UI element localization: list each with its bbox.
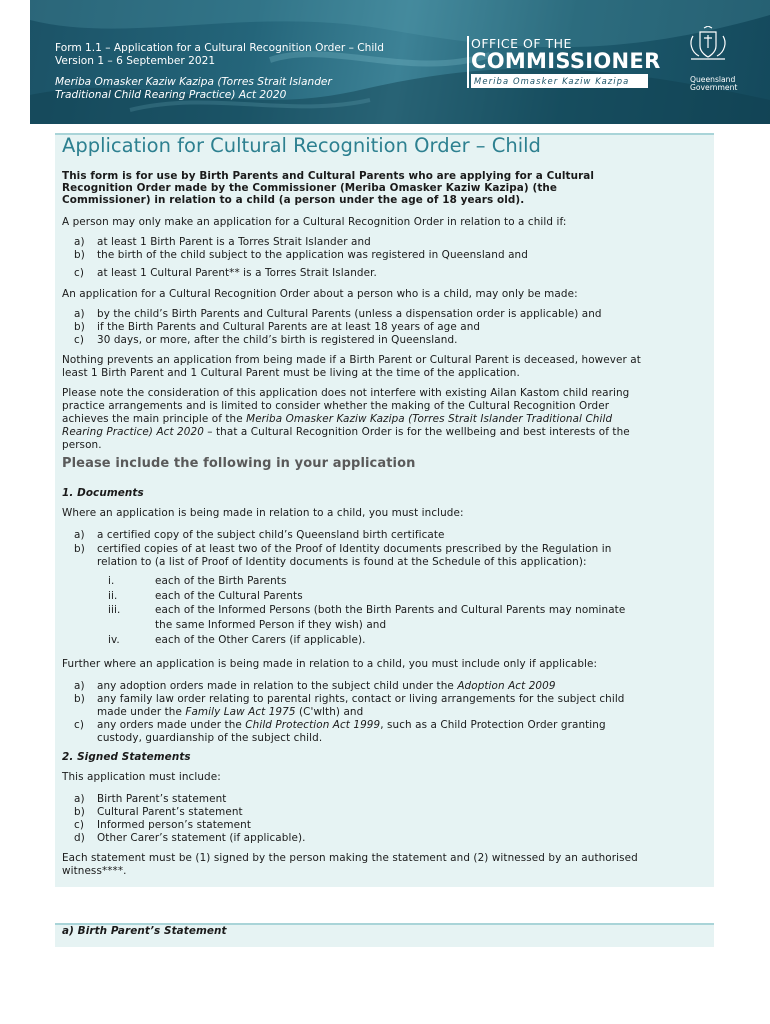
consideration-line-4	[62, 426, 630, 439]
statements-note-line-1: Each statement must be (1) signed by the person making the statement and (2) witnessed by an authorised	[62, 852, 638, 864]
eligibility-lead: A person may only make an application for a Cultural Recognition Order in relation to a child if:	[62, 216, 567, 228]
eligibility-marker-c: c)	[74, 267, 84, 279]
further-item-b-line-2	[97, 706, 363, 719]
further-marker-a: a)	[74, 680, 85, 692]
timing-item-b: if the Birth Parents and Cultural Parents are at least 18 years of age and	[97, 321, 481, 333]
statements-heading: 2. Signed Statements	[62, 751, 191, 763]
statements-marker-a: a)	[74, 793, 85, 805]
documents-marker-a: a)	[74, 529, 85, 541]
eligibility-item-b: the birth of the child subject to the application was registered in Queensland and	[97, 249, 528, 261]
logo-office-text: OFFICE OF THE	[471, 36, 572, 51]
statements-marker-d: d)	[74, 832, 85, 844]
act-name-line-1: Meriba Omasker Kaziw Kazipa (Torres Strait Islander	[55, 76, 332, 88]
queensland-crest-icon	[685, 26, 731, 62]
logo-divider	[467, 36, 469, 88]
further-lead: Further where an application is being made in relation to a child, you must include only if applicable:	[62, 658, 598, 670]
further-item-a-text: any adoption orders made in relation to the subject child under the	[97, 680, 458, 692]
deceased-note-line-2: least 1 Birth Parent and 1 Cultural Parent must be living at the time of the application.	[62, 367, 520, 379]
documents-item-b-line-2: relation to (a list of Proof of Identity documents is found at the Schedule of this application):	[97, 556, 587, 568]
statements-lead: This application must include:	[62, 771, 221, 783]
roman-marker-i: i.	[108, 575, 115, 587]
queensland-government-logo	[690, 76, 737, 93]
roman-item-iii-cont: the same Informed Person if they wish) and	[155, 619, 387, 631]
statements-item-c: Informed person’s statement	[97, 819, 251, 831]
roman-item-iv: each of the Other Carers (if applicable).	[155, 634, 366, 646]
further-item-b-line-1: any family law order relating to parental rights, contact or living arrangements for the subject child	[97, 693, 625, 705]
consideration-line-1: Please note the consideration of this application does not interfere with existing Ailan Kastom child rearing	[62, 387, 630, 399]
documents-item-a: a certified copy of the subject child’s Queensland birth certificate	[97, 529, 445, 541]
act-title-part-1: Meriba Omasker Kaziw Kazipa (Torres Strait Islander Traditional Child	[246, 413, 613, 425]
eligibility-marker-a: a)	[74, 236, 85, 248]
timing-marker-c: c)	[74, 334, 84, 346]
further-item-c-text-1: any orders made under the	[97, 719, 246, 731]
act-title-part-2: Rearing Practice) Act 2020	[62, 426, 204, 438]
documents-lead: Where an application is being made in relation to a child, you must include:	[62, 507, 464, 519]
include-heading: Please include the following in your application	[62, 456, 416, 471]
deceased-note-line-1: Nothing prevents an application from being made if a Birth Parent or Cultural Parent is deceased, however at	[62, 354, 641, 366]
further-item-b-text-1: made under the	[97, 706, 186, 718]
intro-line-1: This form is for use by Birth Parents and Cultural Parents who are applying for a Cultural	[62, 170, 595, 182]
statements-item-a: Birth Parent’s statement	[97, 793, 227, 805]
gov-line-1: Queensland	[690, 75, 736, 84]
logo-commissioner-text: COMMISSIONER	[471, 49, 661, 73]
child-protection-act-title: Child Protection Act 1999	[245, 719, 381, 731]
consideration-line-3-text: achieves the main principle of the	[62, 413, 247, 425]
statements-marker-b: b)	[74, 806, 85, 818]
further-item-c-text-2: , such as a Child Protection Order granting	[380, 719, 606, 731]
consideration-line-4-text: – that a Cultural Recognition Order is for the wellbeing and best interests of the	[203, 426, 630, 438]
roman-item-i: each of the Birth Parents	[155, 575, 287, 587]
documents-marker-b: b)	[74, 543, 85, 555]
timing-item-a: by the child’s Birth Parents and Cultural Parents (unless a dispensation order is applicable) and	[97, 308, 602, 320]
further-marker-c: c)	[74, 719, 84, 731]
page-title: Application for Cultural Recognition Order – Child	[62, 134, 541, 157]
consideration-line-3	[62, 413, 612, 426]
further-item-a	[97, 680, 556, 693]
consideration-line-2: practice arrangements and is limited to consider whether the making of the Cultural Recognition Order	[62, 400, 610, 412]
timing-item-c: 30 days, or more, after the child’s birth is registered in Queensland.	[97, 334, 458, 346]
intro-line-2: Recognition Order made by the Commissioner (Meriba Omasker Kaziw Kazipa) (the	[62, 182, 558, 194]
form-version: Version 1 – 6 September 2021	[55, 55, 216, 67]
roman-marker-iii: iii.	[108, 604, 121, 616]
form-number: Form 1.1 – Application for a Cultural Recognition Order – Child	[55, 42, 384, 54]
roman-marker-iv: iv.	[108, 634, 120, 646]
gov-line-2: Government	[690, 83, 738, 93]
timing-lead: An application for a Cultural Recognition Order about a person who is a child, may only be made:	[62, 288, 578, 300]
roman-item-iii: each of the Informed Persons (both the Birth Parents and Cultural Parents may nominate	[155, 604, 626, 616]
statements-note-line-2: witness****.	[62, 865, 127, 877]
header-banner	[30, 0, 770, 124]
family-law-act-title: Family Law Act 1975	[185, 706, 296, 718]
roman-item-ii: each of the Cultural Parents	[155, 590, 303, 602]
further-item-c-line-2: custody, guardianship of the subject child.	[97, 732, 323, 744]
statements-marker-c: c)	[74, 819, 84, 831]
statements-item-d: Other Carer’s statement (if applicable).	[97, 832, 306, 844]
adoption-act-title: Adoption Act 2009	[457, 680, 556, 692]
eligibility-item-a: at least 1 Birth Parent is a Torres Strait Islander and	[97, 236, 371, 248]
timing-marker-b: b)	[74, 321, 85, 333]
further-item-b-text-2: (C'wlth) and	[295, 706, 364, 718]
documents-item-b-line-1: certified copies of at least two of the Proof of Identity documents prescribed by the Regulation in	[97, 543, 612, 555]
consideration-line-5: person.	[62, 439, 102, 451]
timing-marker-a: a)	[74, 308, 85, 320]
further-marker-b: b)	[74, 693, 85, 705]
eligibility-item-c: at least 1 Cultural Parent** is a Torres Strait Islander.	[97, 267, 377, 279]
eligibility-marker-b: b)	[74, 249, 85, 261]
intro-line-3: Commissioner) in relation to a child (a person under the age of 18 years old).	[62, 194, 525, 206]
roman-marker-ii: ii.	[108, 590, 118, 602]
further-item-c-line-1	[97, 719, 606, 732]
birth-parent-statement-heading: a) Birth Parent’s Statement	[62, 925, 227, 937]
act-name-line-2: Traditional Child Rearing Practice) Act 2020	[55, 89, 287, 101]
documents-heading: 1. Documents	[62, 487, 144, 499]
statements-item-b: Cultural Parent’s statement	[97, 806, 243, 818]
logo-tagline: Meriba Omasker Kaziw Kazipa	[471, 74, 648, 88]
